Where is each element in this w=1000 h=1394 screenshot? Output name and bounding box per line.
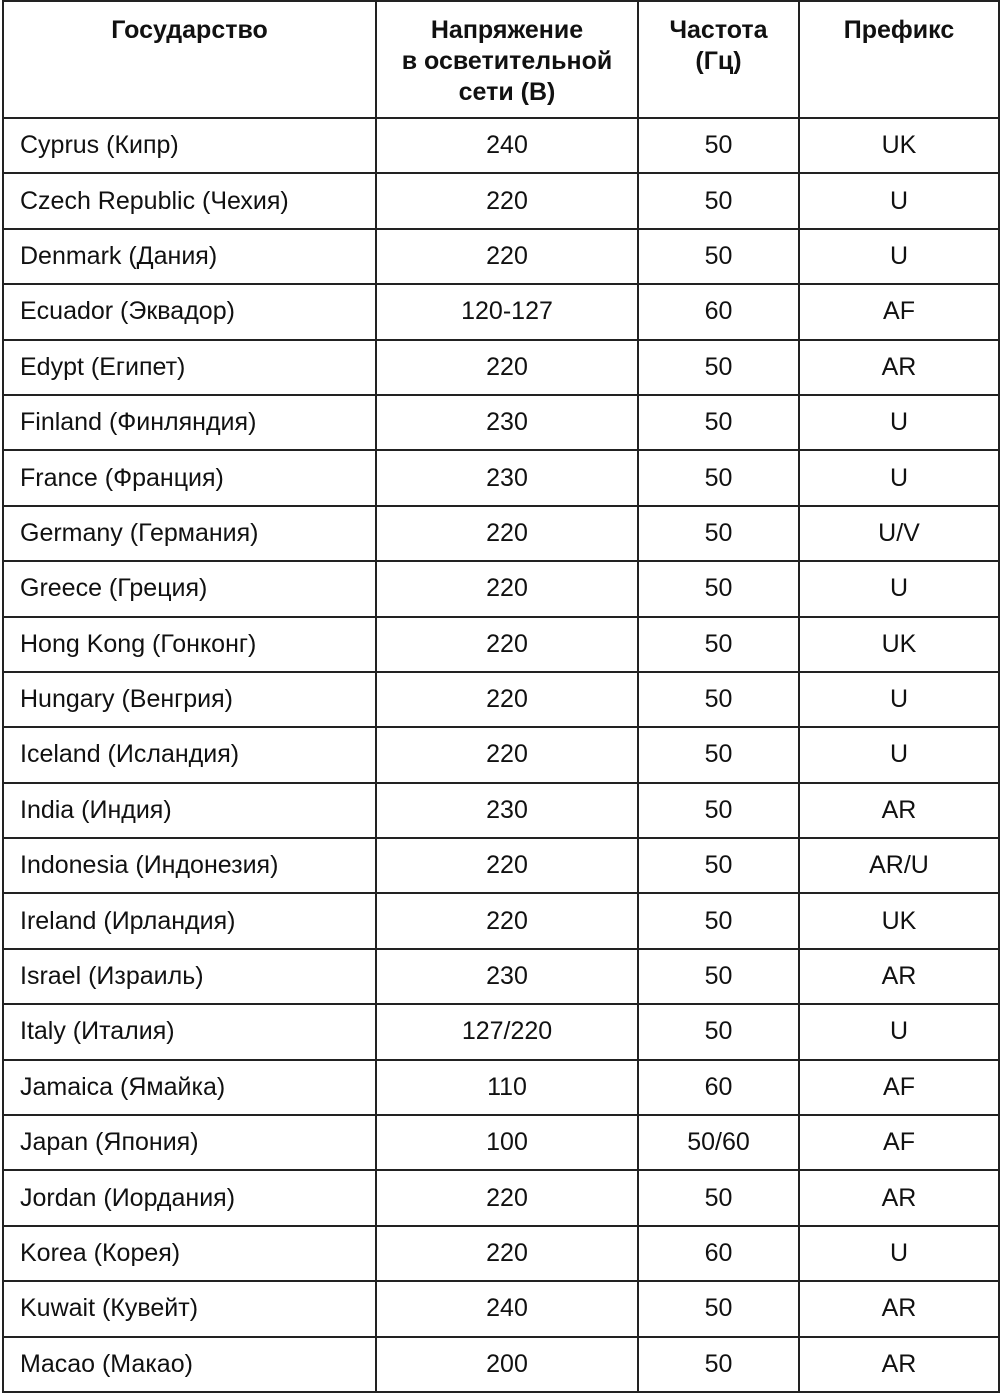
header-prefix [799, 1, 999, 118]
cell-prefix: AF [799, 1060, 999, 1115]
cell-country: Kuwait (Кувейт) [3, 1281, 376, 1336]
table-row [3, 1337, 999, 1392]
header-frequency [638, 1, 799, 118]
cell-voltage: 110 [376, 1060, 638, 1115]
cell-voltage: 230 [376, 949, 638, 1004]
cell-frequency: 50 [638, 783, 799, 838]
cell-country: Germany (Германия) [3, 506, 376, 561]
header-row [3, 1, 999, 118]
cell-country: Edypt (Египет) [3, 340, 376, 395]
cell-voltage: 220 [376, 617, 638, 672]
cell-voltage: 100 [376, 1115, 638, 1170]
cell-country: India (Индия) [3, 783, 376, 838]
header-voltage-line1: Напряжение [430, 16, 584, 44]
cell-country: Hong Kong (Гонконг) [3, 617, 376, 672]
table-row [3, 340, 999, 395]
cell-voltage: 220 [376, 672, 638, 727]
cell-country: Czech Republic (Чехия) [3, 173, 376, 228]
table-row [3, 395, 999, 450]
cell-country: Iceland (Исландия) [3, 727, 376, 782]
cell-prefix: U [799, 727, 999, 782]
header-voltage [376, 1, 638, 118]
cell-prefix: UK [799, 893, 999, 948]
cell-frequency: 50 [638, 118, 799, 173]
table-row [3, 1281, 999, 1336]
cell-prefix: AR [799, 1281, 999, 1336]
cell-voltage: 230 [376, 783, 638, 838]
cell-voltage: 240 [376, 118, 638, 173]
cell-prefix: AR [799, 340, 999, 395]
table-row [3, 838, 999, 893]
cell-voltage: 230 [376, 395, 638, 450]
table-row [3, 506, 999, 561]
header-frequency-line1: Частота [669, 16, 768, 44]
voltage-table [2, 0, 1000, 1393]
table-row [3, 727, 999, 782]
cell-voltage: 127/220 [376, 1004, 638, 1059]
table-row [3, 672, 999, 727]
cell-country: Macao (Макао) [3, 1337, 376, 1392]
table-row [3, 284, 999, 339]
cell-frequency: 50 [638, 1337, 799, 1392]
cell-frequency: 50 [638, 173, 799, 228]
cell-country: Denmark (Дания) [3, 229, 376, 284]
cell-prefix: UK [799, 617, 999, 672]
cell-prefix: U [799, 1226, 999, 1281]
cell-frequency: 50 [638, 838, 799, 893]
cell-country: Jordan (Иордания) [3, 1170, 376, 1225]
cell-prefix: U [799, 229, 999, 284]
cell-voltage: 220 [376, 838, 638, 893]
cell-voltage: 220 [376, 893, 638, 948]
cell-voltage: 200 [376, 1337, 638, 1392]
cell-country: Italy (Италия) [3, 1004, 376, 1059]
table-row [3, 561, 999, 616]
table-row [3, 1060, 999, 1115]
cell-prefix: U [799, 1004, 999, 1059]
cell-voltage: 120-127 [376, 284, 638, 339]
cell-voltage: 220 [376, 561, 638, 616]
header-voltage-line2: в осветительной [401, 47, 613, 75]
cell-voltage: 220 [376, 340, 638, 395]
cell-frequency: 50/60 [638, 1115, 799, 1170]
table-row [3, 1115, 999, 1170]
header-frequency-line2: (Гц) [695, 47, 742, 75]
cell-frequency: 60 [638, 284, 799, 339]
cell-country: Ecuador (Эквадор) [3, 284, 376, 339]
table-row [3, 617, 999, 672]
cell-prefix: AF [799, 1115, 999, 1170]
cell-country: Cyprus (Кипр) [3, 118, 376, 173]
table-row [3, 1226, 999, 1281]
table-row [3, 1170, 999, 1225]
cell-prefix: U/V [799, 506, 999, 561]
cell-frequency: 60 [638, 1060, 799, 1115]
cell-voltage: 220 [376, 506, 638, 561]
cell-country: Japan (Япония) [3, 1115, 376, 1170]
cell-frequency: 50 [638, 617, 799, 672]
cell-frequency: 50 [638, 893, 799, 948]
cell-voltage: 240 [376, 1281, 638, 1336]
cell-prefix: U [799, 450, 999, 505]
table-row [3, 949, 999, 1004]
cell-voltage: 220 [376, 173, 638, 228]
cell-frequency: 50 [638, 727, 799, 782]
cell-prefix: UK [799, 118, 999, 173]
cell-frequency: 50 [638, 1170, 799, 1225]
cell-voltage: 220 [376, 229, 638, 284]
cell-prefix: AR [799, 1337, 999, 1392]
cell-frequency: 50 [638, 506, 799, 561]
cell-frequency: 50 [638, 395, 799, 450]
cell-country: Ireland (Ирландия) [3, 893, 376, 948]
cell-prefix: AF [799, 284, 999, 339]
cell-frequency: 50 [638, 1004, 799, 1059]
table-row [3, 893, 999, 948]
cell-voltage: 230 [376, 450, 638, 505]
cell-voltage: 220 [376, 727, 638, 782]
table-row [3, 229, 999, 284]
header-prefix-label: Префикс [843, 16, 955, 44]
cell-frequency: 50 [638, 229, 799, 284]
table-body [3, 118, 999, 1392]
cell-frequency: 60 [638, 1226, 799, 1281]
cell-country: Jamaica (Ямайка) [3, 1060, 376, 1115]
cell-frequency: 50 [638, 340, 799, 395]
cell-prefix: AR [799, 783, 999, 838]
cell-country: Hungary (Венгрия) [3, 672, 376, 727]
cell-prefix: U [799, 672, 999, 727]
header-country-label: Государство [111, 16, 268, 44]
cell-prefix: AR [799, 949, 999, 1004]
table-row [3, 450, 999, 505]
table-row [3, 118, 999, 173]
cell-prefix: AR/U [799, 838, 999, 893]
cell-frequency: 50 [638, 949, 799, 1004]
cell-voltage: 220 [376, 1226, 638, 1281]
table-header [3, 1, 999, 118]
cell-prefix: U [799, 173, 999, 228]
table-row [3, 1004, 999, 1059]
cell-country: Indonesia (Индонезия) [3, 838, 376, 893]
cell-country: Finland (Финляндия) [3, 395, 376, 450]
cell-country: Greece (Греция) [3, 561, 376, 616]
cell-frequency: 50 [638, 1281, 799, 1336]
cell-country: Israel (Израиль) [3, 949, 376, 1004]
cell-prefix: AR [799, 1170, 999, 1225]
header-voltage-line3: сети (В) [458, 78, 556, 106]
cell-prefix: U [799, 561, 999, 616]
table-row [3, 173, 999, 228]
cell-country: Korea (Корея) [3, 1226, 376, 1281]
cell-prefix: U [799, 395, 999, 450]
table-row [3, 783, 999, 838]
cell-frequency: 50 [638, 672, 799, 727]
cell-voltage: 220 [376, 1170, 638, 1225]
cell-frequency: 50 [638, 561, 799, 616]
header-country [3, 1, 376, 118]
cell-country: France (Франция) [3, 450, 376, 505]
cell-frequency: 50 [638, 450, 799, 505]
